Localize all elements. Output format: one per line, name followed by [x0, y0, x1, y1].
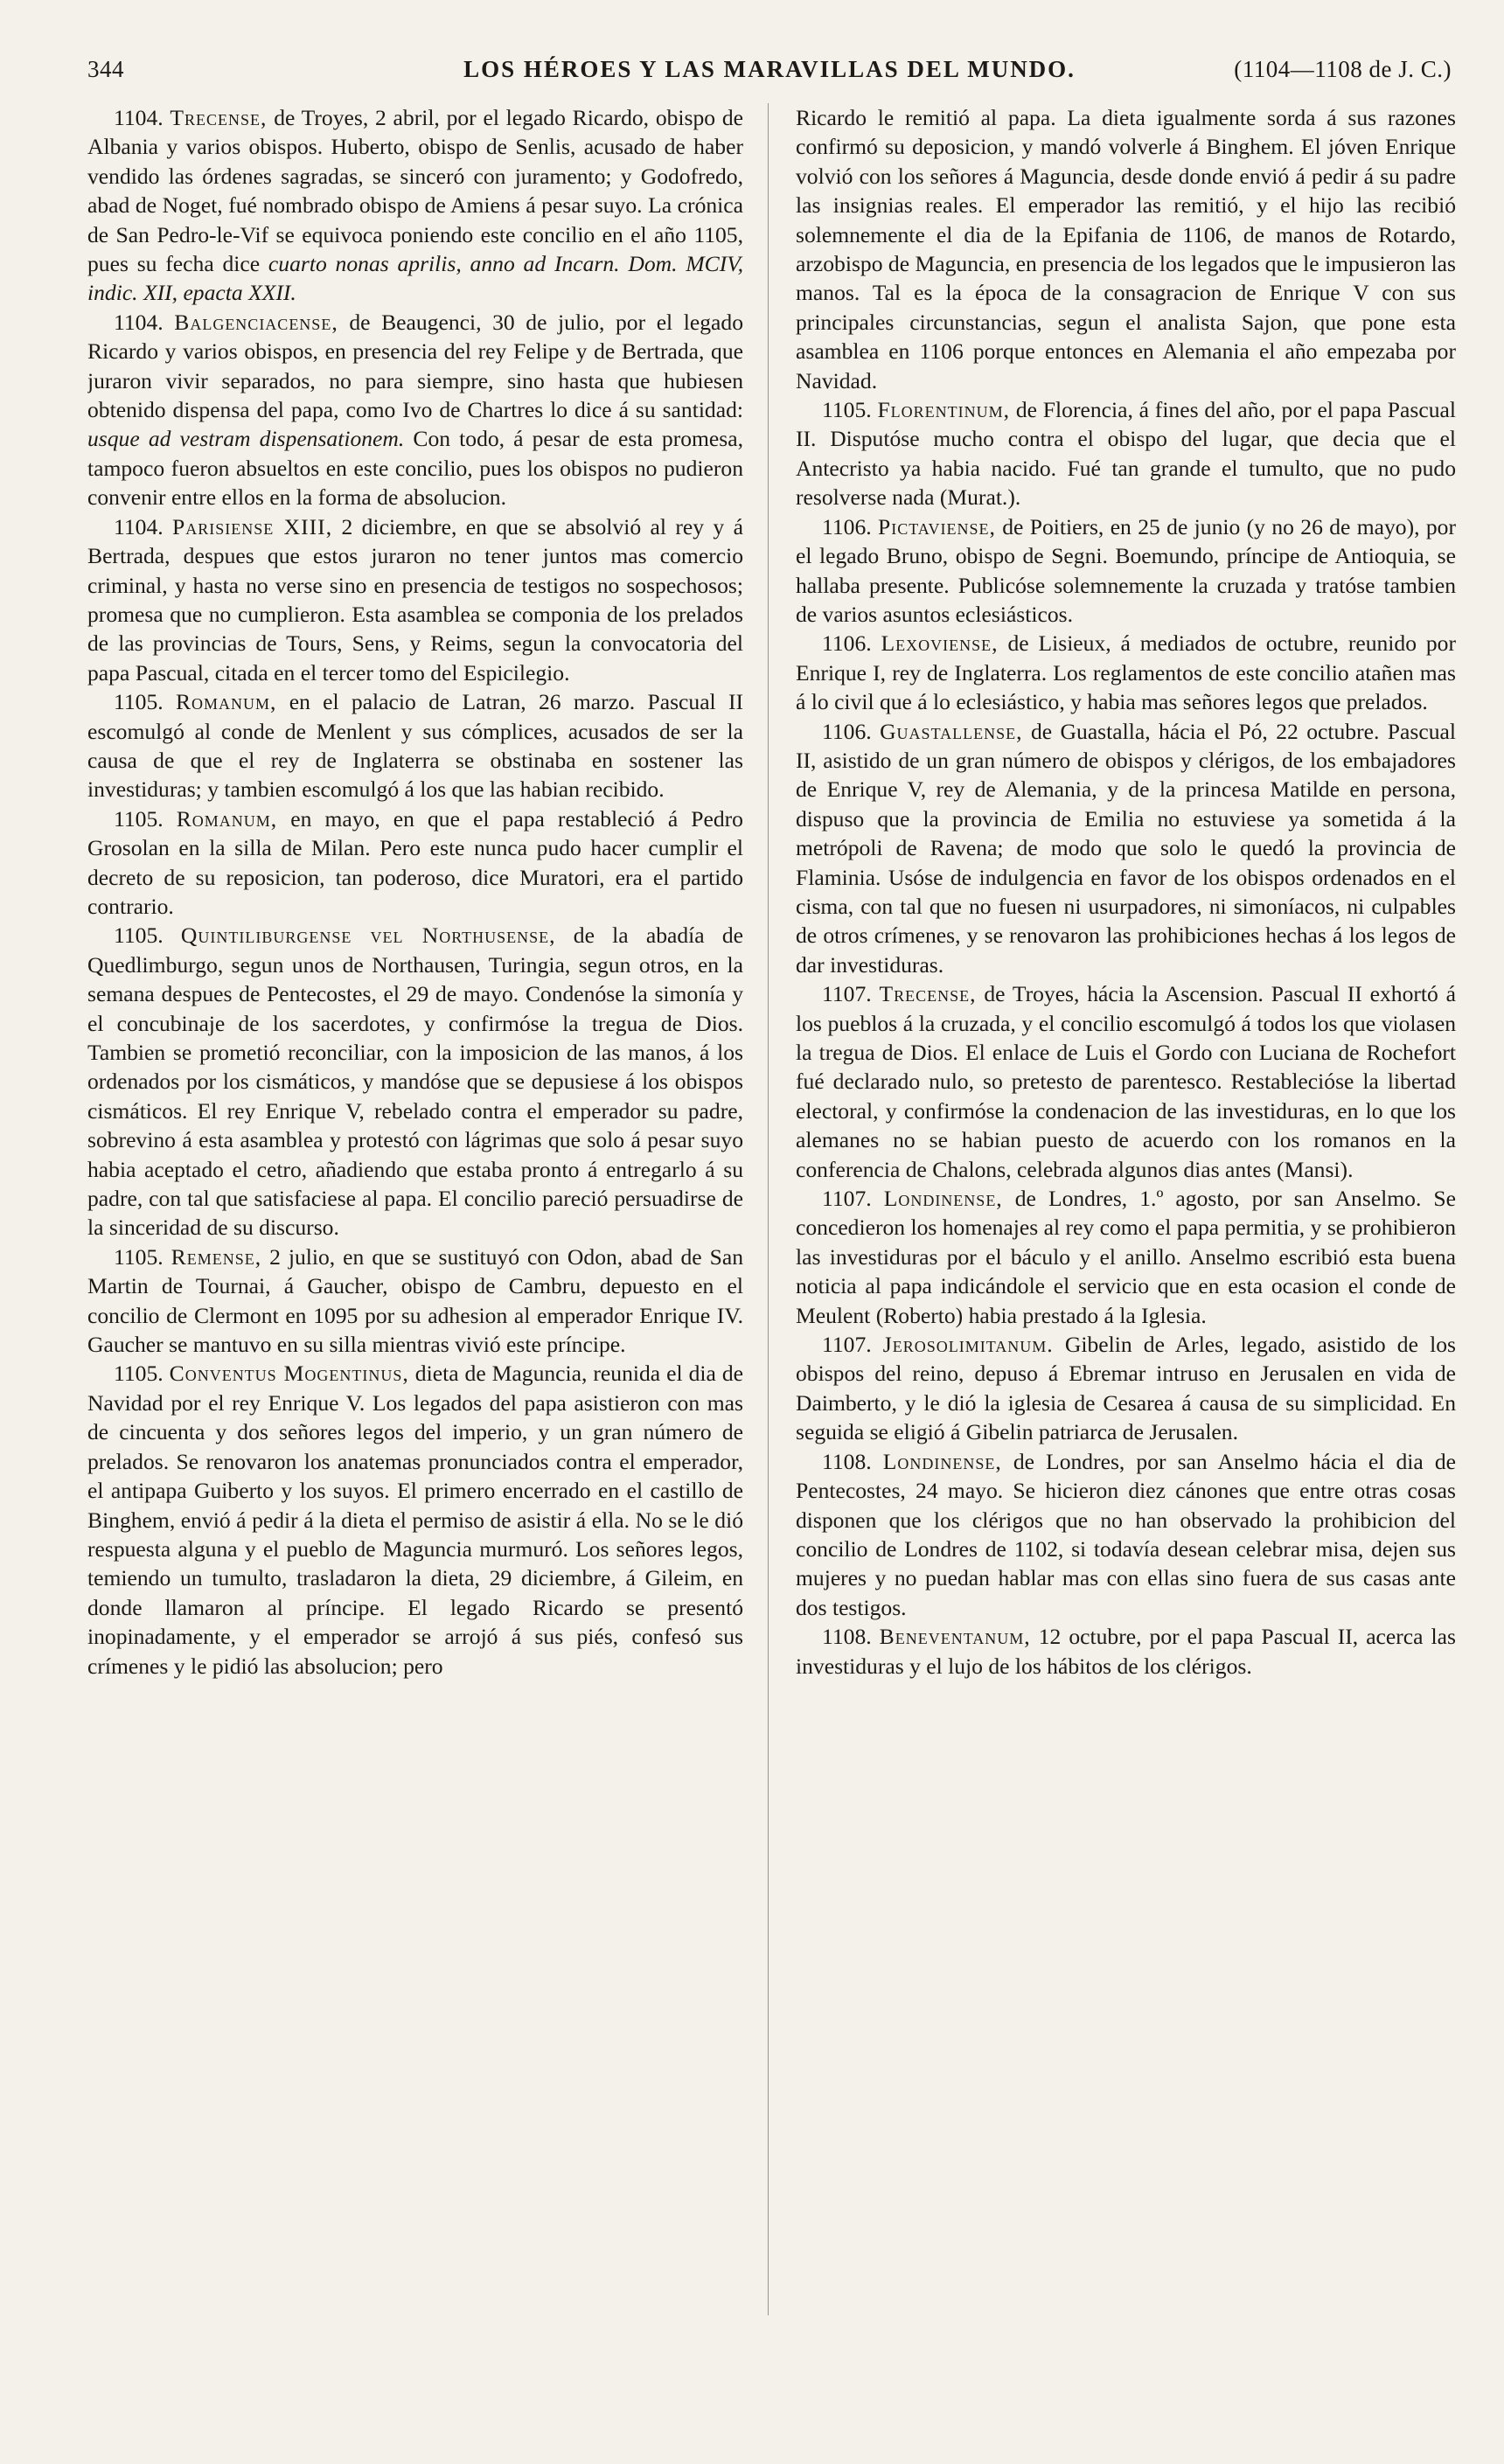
entry-text: de Guastalla, hácia el Pó, 22 octubre. Pascual II, asistido de un gran número de obispos y clérigos, de los embajadores de Enrique V, rey de Alemania, y de la princesa Matilde en persona, dispuso que la provincia de Emilia no estuviese ya sometida á la metrópoli de Ravena; de modo que solo le quedó la provincia de Flaminia. Usóse de indulgencia en favor de los obispos ordenados en el cisma, con tal que no fuesen ni usurpadores, ni simoníacos, ni culpables de otros crímenes, y se renovaron las prohibiciones hechas á los legos de dar investiduras.: [796, 718, 1456, 978]
latin-quote: cuarto nonas aprilis, anno ad Incarn. Dom. MCIV, indic. XII, epacta XXII.: [87, 251, 743, 306]
council-name: Pictaviense,: [878, 513, 996, 539]
entry-number: 1105.: [822, 397, 872, 423]
council-name: Lexoviense,: [881, 630, 999, 657]
entry-number: 1107.: [822, 1186, 872, 1212]
entry-number: 1104.: [114, 105, 164, 130]
council-name: Conventus Mogentinus,: [169, 1361, 409, 1387]
entry-number: 1107.: [822, 1332, 872, 1358]
entry-text: de Troyes, hácia la Ascension. Pascual II exhortó á los pueblos á la cruzada, y el concilio escomulgó á todos los que violasen la tregua de Dios. El enlace de Luis el Gordo con Luciana de Rochefort fué declarado nulo, so pretesto de parentesco. Restablecióse la libertad electoral, y confirmóse la condenacion de las investiduras, en lo que los alemanes no se habian puesto de acuerdo con los romanos en la conferencia de Chalons, celebrada algunos dias antes (Mansi).: [796, 981, 1456, 1182]
entry-number: 1104.: [114, 309, 164, 335]
entry-number: 1105.: [114, 922, 164, 949]
entry-text: de Florencia, á fines del año, por el papa Pascual II. Disputóse mucho contra el obispo del lugar, que decia que el Antecristo ya habia nacido. Fué tan grande el tumulto, que no pudo resolverse nada (Murat.).: [796, 397, 1456, 511]
entry-number: 1108.: [822, 1624, 872, 1650]
entry-number: 1105.: [114, 689, 164, 715]
council-name: Jerosolimitanum.: [882, 1332, 1054, 1358]
entry-text: de Beaugenci, 30 de julio, por el legado Ricardo y varios obispos, en presencia del rey Felipe y de Bertrada, que juraron vivir separados, no para siempre, sino hasta que hubiesen obtenido dispensa del papa, como Ivo de Chartres lo dice á su santidad:: [87, 309, 743, 423]
council-name: Florentinum,: [877, 397, 1011, 423]
entry-text: 2 diciembre, en que se absolvió al rey y á Bertrada, despues que estos juraron no tener juntos mas comercio criminal, y hasta no verse sino en presencia de testigos no sospechosos; promesa que no cumplieron. Esta asamblea se componia de los prelados de las provincias de Tours, Sens, y Reims, segun la convocatoria del papa Pascual, citada en el tercer tomo del Espicilegio.: [87, 513, 743, 686]
left-column: [87, 103, 743, 2412]
column-divider: [768, 103, 769, 2315]
continued-text: Ricardo le remitió al papa. La dieta igualmente sorda á sus razones confirmó su deposicion, y mandó volverle á Binghem. El jóven Enrique volvió con los señores á Maguncia, desde donde envió á pedir á su padre las insignias reales. El emperador las remitió, y el hijo las recibió solemnemente el dia de la Epifania de 1106, de manos de Rotardo, arzobispo de Maguncia, en presencia de los legados que le impusieron las manos. Tal es la época de la consagracion de Enrique V con sus principales circunstancias, segun el analista Sajon, que pone esta asamblea en 1106 porque entonces en Alemania el año empezaba por Navidad.: [796, 105, 1456, 393]
council-name: Londinense,: [882, 1448, 1002, 1474]
council-name: Londinense,: [883, 1186, 1003, 1212]
council-name: Beneventanum,: [879, 1624, 1031, 1650]
entry: [796, 512, 1456, 630]
entry: [87, 1359, 743, 1680]
entry: [796, 629, 1456, 716]
entry-text: 12 octubre, por el papa Pascual II, acerca las investiduras y el lujo de los hábitos de los clérigos.: [796, 1624, 1456, 1679]
entry: [796, 1330, 1456, 1447]
entry-number: 1107.: [822, 981, 872, 1007]
council-name: Trecense,: [879, 981, 977, 1007]
running-title: LOS HÉROES Y LAS MARAVILLAS DEL MUNDO.: [463, 56, 1076, 82]
entry: [796, 717, 1456, 980]
entry: [87, 1242, 743, 1360]
entry-text: de Londres, por san Anselmo hácia el dia de Pentecostes, 24 mayo. Se hicieron diez cánones que entre otras cosas disponen que los clérigos que no han observado la prohibicion del concilio de Londres de 1102, si todavía desean celebrar misa, dejen sus mujeres y no puedan hablar mas con ellas sino fuera de sus casas ante dos testigos.: [796, 1448, 1456, 1620]
entry-text: de Troyes, 2 abril, por el legado Ricardo, obispo de Albania y varios obispos. Huberto, obispo de Senlis, acusado de haber vendido las órdenes sagradas, se sinceró con juramento; y Godofredo, abad de Noget, fué nombrado obispo de Amiens á pesar suyo. La crónica de San Pedro-le-Vif se equivoca poniendo este concilio en el año 1105, pues su fecha dice: [87, 105, 743, 277]
entry: [87, 512, 743, 687]
entry-number: 1105.: [114, 1243, 164, 1270]
entry: [87, 687, 743, 804]
council-name: Trecense,: [170, 105, 268, 130]
entry-number: 1105.: [114, 805, 164, 832]
entry: [87, 921, 743, 1242]
council-name: Guastallense,: [880, 718, 1023, 744]
entry-number: 1104.: [114, 513, 164, 539]
date-range: (1104—1108 de J. C.): [1234, 56, 1452, 82]
entry-text: de Poitiers, en 25 de junio (y no 26 de mayo), por el legado Bruno, obispo de Segni. Boemundo, príncipe de Antioquia, se hallaba presente. Publicóse solemnemente la cruzada y tratóse tambien de varios asuntos eclesiásticos.: [796, 513, 1456, 627]
entry: [796, 1622, 1456, 1681]
entry-text: Gibelin de Arles, legado, asistido de los obispos del reino, depuso á Ebremar intruso en Jerusalen en vida de Daimberto, y le dió la iglesia de Cesarea á causa de su simplicidad. En seguida se eligió á Gibelin patriarca de Jerusalen.: [796, 1332, 1456, 1445]
council-name: Quintiliburgense vel Northusense,: [180, 922, 556, 949]
entry-text: en mayo, en que el papa restableció á Pedro Grosolan en la silla de Milan. Pero este nunca pudo hacer cumplir el decreto de su reposicion, tan poderoso, dice Muratori, era el partido contrario.: [87, 805, 743, 919]
entry-text: Con todo, á pesar de esta promesa, tampoco fueron absueltos en este concilio, pues los obispos no pudieron convenir entre ellos en la forma de absolucion.: [87, 426, 743, 511]
entry: [87, 804, 743, 922]
entry: [796, 1184, 1456, 1330]
entry-text: de Lisieux, á mediados de octubre, reunido por Enrique I, rey de Inglaterra. Los reglamentos de este concilio atañen mas á lo civil que á lo eclesiástico, y habia mas señores legos que prelados.: [796, 630, 1456, 715]
entry-number: 1105.: [114, 1361, 164, 1387]
entry-text: 2 julio, en que se sustituyó con Odon, abad de San Martin de Tournai, á Gaucher, obispo de Cambru, depuesto en el concilio de Clermont en 1095 por su adhesion al emperador Enrique IV. Gaucher se mantuvo en su silla mientras vivió este príncipe.: [87, 1243, 743, 1358]
entry-text: de la abadía de Quedlimburgo, segun unos de Northausen, Turingia, segun otros, en la semana despues de Pentecostes, el 29 de mayo. Condenóse la simonía y el concubinaje de los sacerdotes, y confirmóse la tregua de Dios. Tambien se prometió reconciliar, con la imposicion de las manos, á los ordenados por los cismáticos, y mandóse que se depusiese á los obispos cismáticos. El rey Enrique V, rebelado contra el emperador su padre, sobrevino á esta asamblea y protestó con lágrimas que solo á pesar suyo habia aceptado el cetro, añadiendo que estaba pronto á entregarlo á su padre, con tal que satisfaciese al papa. El concilio pareció persuadirse de la sinceridad de su discurso.: [87, 922, 743, 1241]
entry-number: 1106.: [822, 513, 872, 539]
entry-text: dieta de Maguncia, reunida el dia de Navidad por el rey Enrique V. Los legados del papa asistieron con mas de cincuenta y dos señores legos del imperio, y un gran número de prelados. Se renovaron los anatemas pronunciados contra el emperador, el antipapa Guiberto y los suyos. El primero encerrado en el castillo de Binghem, envió á pedir á la dieta el permiso de asistir á ella. No se le dió respuesta alguna y el pueblo de Maguncia murmuró. Los señores legos, temiendo un tumulto, trasladaron la dieta, 29 diciembre, á Gileim, en donde llamaron al príncipe. El legado Ricardo se presentó inopinadamente, y el emperador se arrojó á sus piés, confesó sus crímenes y le pidió las absolucion; pero: [87, 1361, 743, 1679]
entry: [87, 308, 743, 512]
entry-text: de Londres, 1.º agosto, por san Anselmo. Se concedieron los homenajes al rey como el papa permitia, y se prohibieron las investiduras por el báculo y el anillo. Anselmo escribió esta buena noticia al papa indicándole el servicio que en esta ocasion el conde de Meulent (Roberto) habia prestado á la Iglesia.: [796, 1186, 1456, 1328]
council-name: Remense,: [171, 1243, 262, 1270]
entry-number: 1108.: [822, 1448, 872, 1474]
council-name: Romanum,: [175, 689, 277, 715]
council-name: Parisiense XIII,: [172, 513, 333, 539]
latin-quote: usque ad vestram dispensationem.: [87, 426, 405, 452]
page-header: [87, 56, 1452, 94]
council-name: Romanum,: [176, 805, 278, 832]
entry: [796, 979, 1456, 1184]
council-name: Balgenciacense,: [174, 309, 338, 335]
entry: [796, 395, 1456, 512]
entry-text: en el palacio de Latran, 26 marzo. Pascual II escomulgó al conde de Menlent y sus cómplices, acusados de ser la causa de que el rey de Inglaterra se obstinaba en sostener las investiduras; y tambien escomulgó á los que las habian recibido.: [87, 689, 743, 803]
entry-number: 1106.: [822, 718, 872, 744]
entry: [796, 1447, 1456, 1622]
entry: [87, 103, 743, 308]
entry-number: 1106.: [822, 630, 872, 657]
page-number: 344: [87, 56, 124, 82]
right-column: [796, 103, 1456, 2412]
